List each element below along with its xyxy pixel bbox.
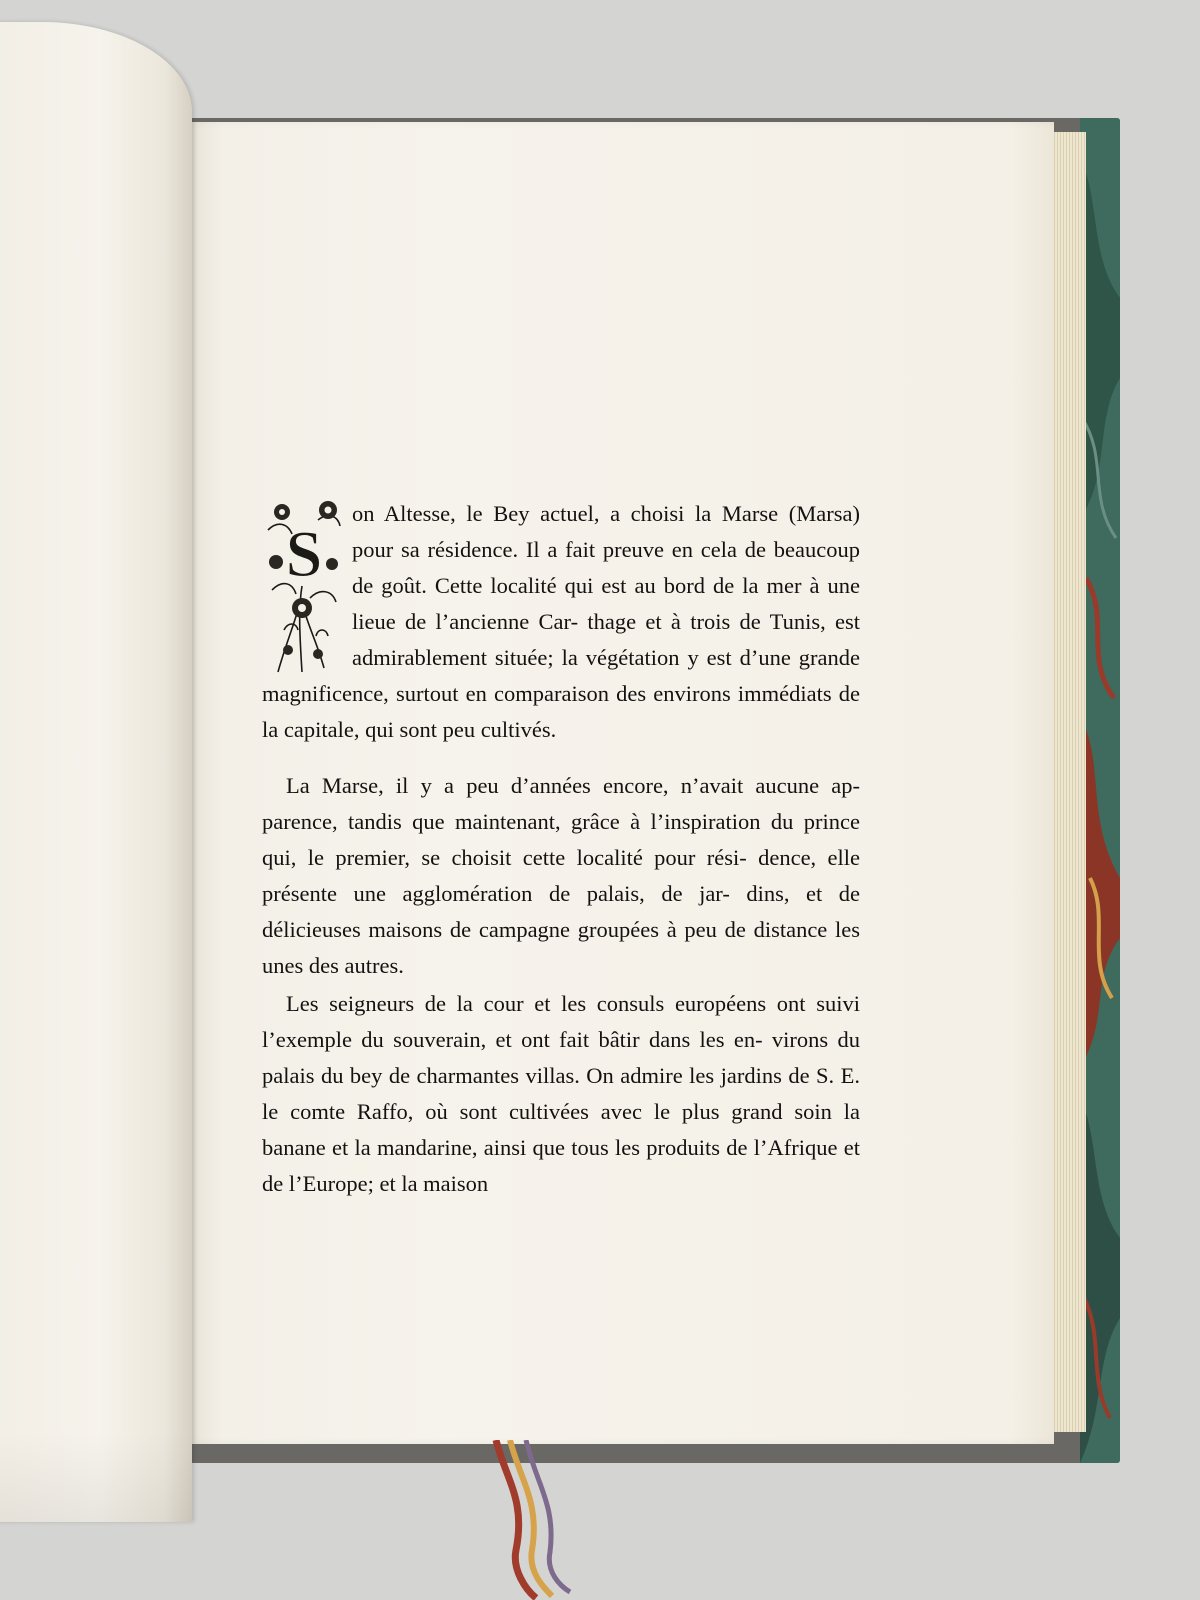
text-line: La Marse, il y a peu d’années encore, n’avait aucune ap-: [286, 773, 860, 798]
text-line: thage et à trois de Tunis, est admirablement située;: [352, 609, 861, 670]
text-line: la végétation y est d’une grande magnificence, surtout en: [262, 645, 860, 706]
page-text: [262, 496, 860, 1202]
text-line: suivi l’exemple du souverain, et ont fait bâtir dans les en-: [262, 991, 860, 1052]
text-line: peu de distance les unes des autres.: [262, 917, 861, 978]
text-line: Les seigneurs de la cour et les consuls européens ont: [286, 991, 817, 1016]
text-line: comparaison des environs immédiats de la capitale, qui sont: [262, 681, 860, 742]
bookmark-ribbon: [486, 1440, 596, 1600]
text-line: peu cultivés.: [442, 717, 557, 742]
paragraph-1: [262, 496, 860, 748]
text-line: tous les produits de l’Afrique et de l’Europe; et la maison: [262, 1135, 860, 1196]
text-line: cela de beaucoup de goût. Cette localité qui est: [352, 537, 860, 598]
paragraph-3: [262, 986, 860, 1202]
text-line: dence, elle présente une agglomération de palais, de jar-: [262, 845, 861, 906]
text-line: prince qui, le premier, se choisit cette localité pour rési-: [262, 809, 860, 870]
marbled-edge: [1080, 118, 1120, 1463]
drop-cap: [258, 490, 346, 674]
text-line: virons du palais du bey de charmantes villas. On admire: [262, 1027, 860, 1088]
left-page: [0, 22, 192, 1522]
text-line: dins, et de délicieuses maisons de campagne groupées à: [262, 881, 860, 942]
floral-initial-icon: [258, 490, 346, 674]
text-line: on Altesse, le Bey actuel, a choisi la Marse: [352, 501, 789, 526]
text-line: (Marsa) pour sa résidence. Il a fait preuve en: [352, 501, 860, 562]
paragraph-2: [262, 768, 860, 984]
text-line: au bord de la mer à une lieue de l’ancienne Car-: [352, 573, 860, 634]
drop-cap-letter: S: [285, 518, 323, 591]
text-line: parence, tandis que maintenant, grâce à l’inspiration du: [262, 809, 804, 834]
text-line: les jardins de S. E. le comte Raffo, où sont cultivées avec: [262, 1063, 860, 1124]
text-line: le plus grand soin la banane et la mandarine, ainsi que: [262, 1099, 860, 1160]
page-edges: [1052, 132, 1086, 1432]
